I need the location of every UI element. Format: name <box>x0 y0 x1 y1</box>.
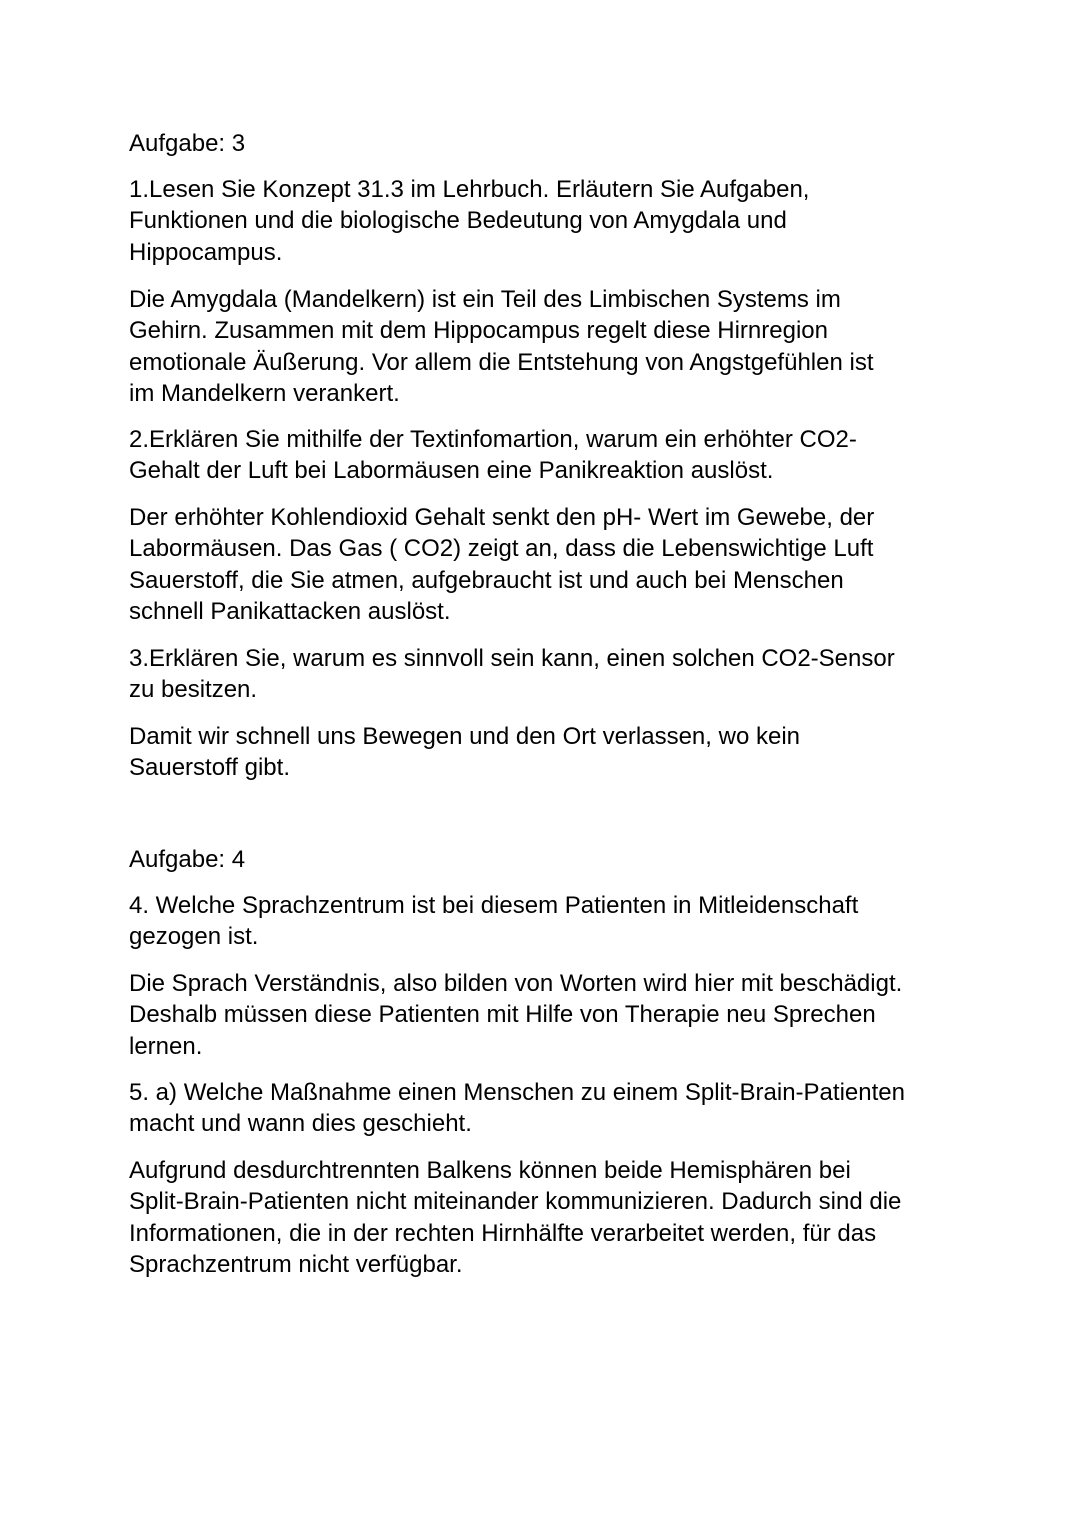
question-2: 2.Erklären Sie mithilfe der Textinfomartion, warum ein erhöhter CO2- Gehalt der Luft bei Labormäusen eine Panikreaktion auslöst. <box>129 426 857 485</box>
question-5a: 5. a) Welche Maßnahme einen Menschen zu einem Split-Brain-Patienten macht und wann dies geschieht. <box>129 1079 905 1138</box>
answer-1: Die Amygdala (Mandelkern) ist ein Teil des Limbischen Systems im Gehirn. Zusammen mit dem Hippocampus regelt diese Hirnregion emotionale Äußerung. Vor allem die Entstehung von Angstgefühlen ist im Mandelkern verankert. <box>129 286 874 407</box>
task-3-heading: Aufgabe: 3 <box>129 130 246 157</box>
question-3: 3.Erklären Sie, warum es sinnvoll sein kann, einen solchen CO2-Sensor zu besitzen. <box>129 645 895 704</box>
answer-5a: Aufgrund desdurchtrennten Balkens können beide Hemisphären bei Split-Brain-Patienten nicht miteinander kommunizieren. Dadurch sind die Informationen, die in der rechten Hirnhälfte verarbeitet werden, für das Sprachzentrum nicht verfügbar. <box>129 1157 902 1278</box>
answer-4: Die Sprach Verständnis, also bilden von Worten wird hier mit beschädigt. Deshalb müssen diese Patienten mit Hilfe von Therapie neu Sprechen lernen. <box>129 970 903 1060</box>
answer-3: Damit wir schnell uns Bewegen und den Ort verlassen, wo kein Sauerstoff gibt. <box>129 723 800 782</box>
question-1: 1.Lesen Sie Konzept 31.3 im Lehrbuch. Erläutern Sie Aufgaben, Funktionen und die biologische Bedeutung von Amygdala und Hippocampus. <box>129 176 810 266</box>
question-4: 4. Welche Sprachzentrum ist bei diesem Patienten in Mitleidenschaft gezogen ist. <box>129 892 859 951</box>
answer-2: Der erhöhter Kohlendioxid Gehalt senkt den pH- Wert im Gewebe, der Labormäusen. Das Gas ( CO2) zeigt an, dass die Lebenswichtige Luft Sauerstoff, die Sie atmen, aufgebraucht ist und auch bei Menschen schnell Panikattacken auslöst. <box>129 504 875 625</box>
task-4-heading: Aufgabe: 4 <box>129 846 246 873</box>
